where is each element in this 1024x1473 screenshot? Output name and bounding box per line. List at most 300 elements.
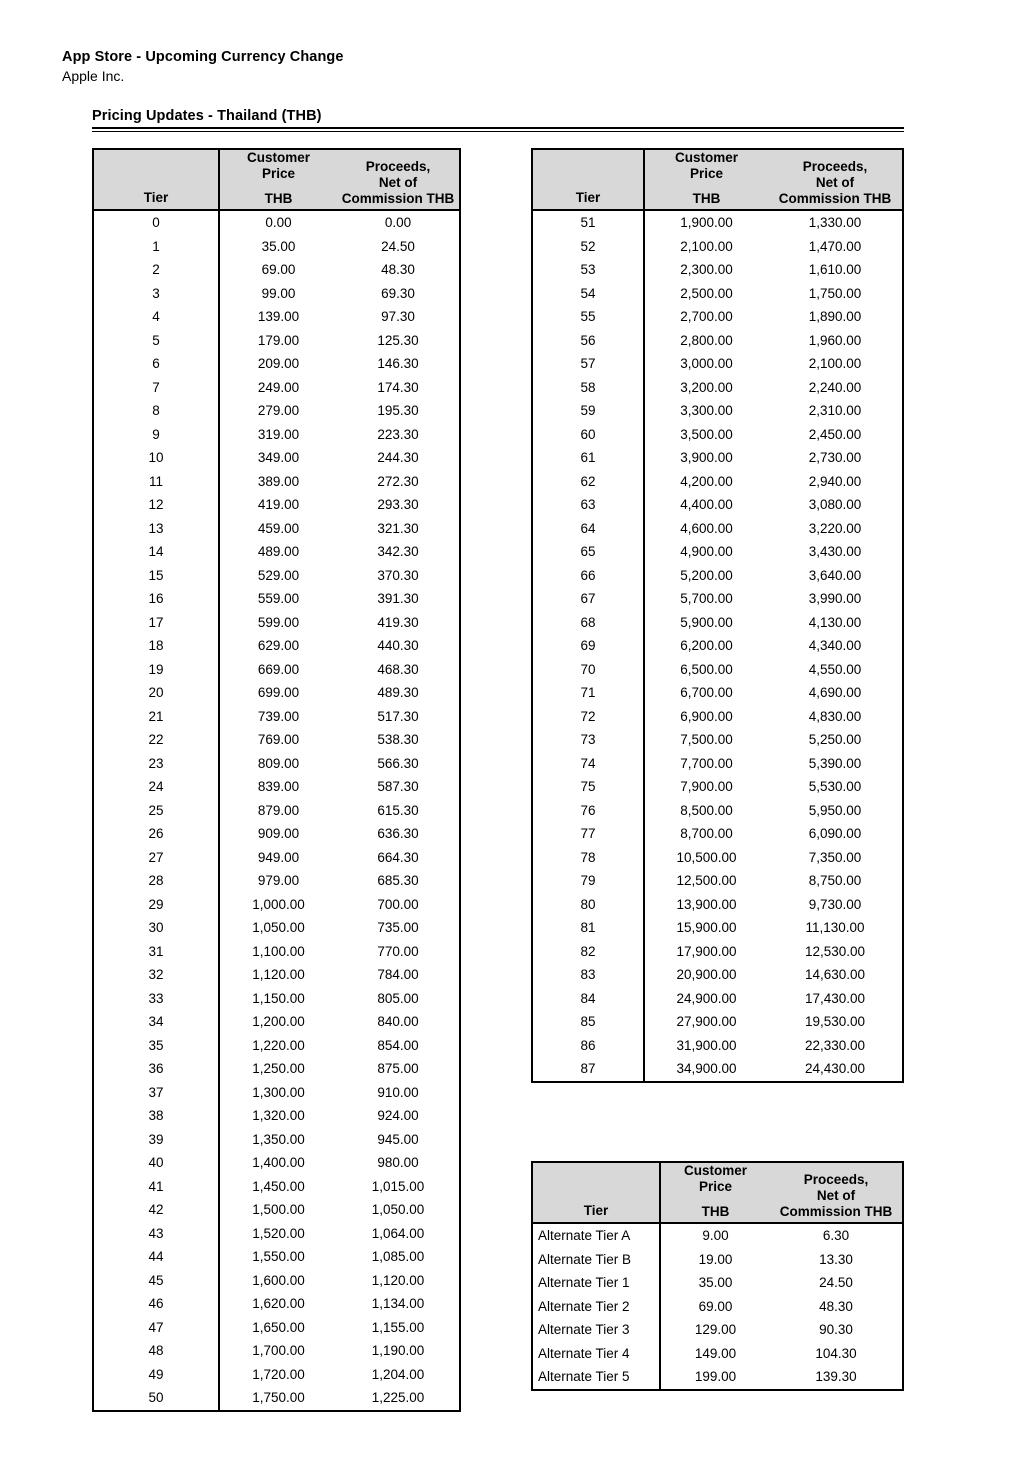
header-line-price: Price — [698, 1179, 733, 1194]
cell-proceeds-net-of-commission: 19,530.00 — [804, 1014, 866, 1029]
cell-customer-price: 19.00 — [698, 1251, 733, 1267]
cell-customer-price: 17,900.00 — [676, 943, 737, 959]
cell-tier: 13 — [93, 517, 219, 541]
cell-proceeds-net-of-commission: 735.00 — [377, 920, 419, 935]
table-row — [532, 564, 903, 588]
header-unit-thb: THB — [264, 191, 293, 206]
table-row — [93, 540, 460, 564]
table-row — [93, 705, 460, 729]
cell-tier: 47 — [93, 1316, 219, 1340]
cell-customer-price: 34,900.00 — [676, 1061, 737, 1076]
table-row — [93, 470, 460, 494]
cell-customer-price: 1,100.00 — [252, 943, 305, 959]
cell-proceeds-net-of-commission: 4,690.00 — [808, 685, 862, 700]
cell-tier: 86 — [532, 1034, 644, 1058]
table-row — [532, 1295, 903, 1319]
table-row — [93, 893, 460, 917]
cell-proceeds-net-of-commission: 517.30 — [377, 708, 419, 724]
cell-tier: 2 — [93, 258, 219, 282]
cell-customer-price: 1,220.00 — [252, 1037, 305, 1053]
column-header-tier: Tier — [532, 149, 644, 210]
cell-customer-price: 879.00 — [257, 802, 300, 818]
table-row — [93, 634, 460, 658]
cell-tier: 17 — [93, 611, 219, 635]
cell-proceeds-net-of-commission: 1,015.00 — [371, 1178, 425, 1194]
table-row — [93, 940, 460, 964]
table-row — [93, 1339, 460, 1363]
cell-tier: 87 — [532, 1057, 644, 1082]
cell-proceeds-net-of-commission: 2,240.00 — [808, 379, 862, 395]
section-title: Pricing Updates - Thailand (THB) — [92, 108, 322, 124]
cell-customer-price: 179.00 — [257, 332, 300, 348]
cell-tier: 60 — [532, 423, 644, 447]
cell-proceeds-net-of-commission: 1,610.00 — [808, 262, 862, 277]
cell-proceeds-net-of-commission: 468.30 — [377, 661, 419, 677]
cell-customer-price: 3,000.00 — [680, 356, 733, 371]
cell-proceeds-net-of-commission: 3,220.00 — [808, 520, 862, 536]
table-row — [532, 399, 903, 423]
cell-tier: 18 — [93, 634, 219, 658]
cell-tier: 7 — [93, 376, 219, 400]
cell-customer-price: 5,700.00 — [680, 591, 733, 606]
cell-customer-price: 69.00 — [698, 1298, 733, 1314]
cell-customer-price: 27,900.00 — [676, 1014, 737, 1029]
cell-customer-price: 1,250.00 — [252, 1061, 305, 1076]
table-row — [532, 587, 903, 611]
cell-customer-price: 459.00 — [257, 520, 300, 536]
table-row — [532, 305, 903, 329]
cell-customer-price: 15,900.00 — [676, 920, 737, 935]
cell-tier: 44 — [93, 1245, 219, 1269]
table-row — [532, 611, 903, 635]
table-body — [532, 1223, 903, 1390]
cell-tier: 38 — [93, 1104, 219, 1128]
cell-customer-price: 9.00 — [702, 1228, 729, 1243]
header-line-commission: Commission — [779, 1204, 861, 1219]
table-row — [532, 517, 903, 541]
cell-customer-price: 8,500.00 — [680, 802, 733, 818]
table-header-row — [93, 149, 460, 210]
table-row — [93, 282, 460, 306]
cell-tier: 10 — [93, 446, 219, 470]
cell-tier: Alternate Tier 4 — [532, 1342, 660, 1366]
cell-tier: 84 — [532, 987, 644, 1011]
table-row — [93, 1198, 460, 1222]
cell-proceeds-net-of-commission: 90.30 — [819, 1322, 853, 1337]
cell-tier: 35 — [93, 1034, 219, 1058]
cell-customer-price: 3,200.00 — [680, 379, 733, 395]
cell-customer-price: 12,500.00 — [676, 873, 737, 888]
cell-proceeds-net-of-commission: 5,390.00 — [808, 755, 862, 771]
cell-tier: 24 — [93, 775, 219, 799]
table-row — [93, 1010, 460, 1034]
cell-customer-price: 909.00 — [257, 826, 300, 841]
cell-customer-price: 1,500.00 — [252, 1202, 305, 1217]
cell-tier: Alternate Tier 5 — [532, 1365, 660, 1390]
page-title: App Store - Upcoming Currency Change — [62, 49, 344, 65]
table-row — [532, 658, 903, 682]
company-name: Apple Inc. — [62, 68, 125, 84]
cell-customer-price: 1,520.00 — [252, 1225, 305, 1241]
header-spacer — [645, 182, 768, 191]
header-spacer — [661, 1195, 770, 1204]
cell-proceeds-net-of-commission: 11,130.00 — [805, 920, 865, 935]
cell-tier: 41 — [93, 1175, 219, 1199]
header-line-netof: Net of — [378, 175, 418, 190]
cell-tier: 31 — [93, 940, 219, 964]
header-line-customer: Customer — [683, 1163, 747, 1178]
cell-proceeds-net-of-commission: 139.30 — [815, 1369, 857, 1384]
table-row — [532, 799, 903, 823]
cell-proceeds-net-of-commission: 440.30 — [377, 638, 419, 653]
cell-tier: 65 — [532, 540, 644, 564]
cell-proceeds-net-of-commission: 805.00 — [377, 990, 419, 1006]
header-unit-thb: THB — [864, 1204, 893, 1219]
cell-customer-price: 2,100.00 — [680, 238, 733, 254]
cell-proceeds-net-of-commission: 2,450.00 — [808, 426, 862, 442]
column-header-tier: Tier — [93, 149, 219, 210]
cell-proceeds-net-of-commission: 784.00 — [377, 967, 419, 982]
cell-customer-price: 1,720.00 — [252, 1366, 305, 1382]
column-header-customer-price — [644, 149, 768, 210]
cell-tier: 54 — [532, 282, 644, 306]
cell-proceeds-net-of-commission: 1,134.00 — [371, 1296, 425, 1311]
cell-customer-price: 1,150.00 — [252, 990, 305, 1006]
cell-tier: 67 — [532, 587, 644, 611]
cell-proceeds-net-of-commission: 24.50 — [381, 238, 415, 254]
table-row — [93, 1363, 460, 1387]
cell-customer-price: 389.00 — [257, 473, 300, 489]
cell-tier: 15 — [93, 564, 219, 588]
table-row — [93, 846, 460, 870]
cell-proceeds-net-of-commission: 910.00 — [377, 1084, 419, 1100]
cell-tier: Alternate Tier 1 — [532, 1271, 660, 1295]
cell-proceeds-net-of-commission: 342.30 — [377, 544, 419, 559]
cell-customer-price: 24,900.00 — [676, 990, 737, 1006]
table-row — [93, 1081, 460, 1105]
cell-customer-price: 3,300.00 — [680, 403, 733, 418]
table-row — [532, 681, 903, 705]
cell-proceeds-net-of-commission: 1,960.00 — [808, 332, 862, 348]
cell-proceeds-net-of-commission: 3,640.00 — [808, 567, 862, 583]
cell-proceeds-net-of-commission: 980.00 — [377, 1155, 419, 1170]
cell-customer-price: 6,500.00 — [680, 661, 733, 677]
table-row — [532, 235, 903, 259]
cell-tier: 32 — [93, 963, 219, 987]
table-row — [532, 1010, 903, 1034]
table-row — [532, 987, 903, 1011]
cell-proceeds-net-of-commission: 3,430.00 — [808, 544, 862, 559]
cell-customer-price: 6,700.00 — [680, 685, 733, 700]
cell-customer-price: 1,350.00 — [252, 1131, 305, 1147]
cell-proceeds-net-of-commission: 3,080.00 — [808, 497, 862, 512]
cell-tier: 82 — [532, 940, 644, 964]
cell-customer-price: 1,600.00 — [252, 1272, 305, 1288]
column-header-proceeds-net-of-commission — [768, 149, 903, 210]
cell-tier: 52 — [532, 235, 644, 259]
table-row — [532, 916, 903, 940]
cell-customer-price: 7,500.00 — [680, 732, 733, 747]
cell-tier: 26 — [93, 822, 219, 846]
cell-customer-price: 5,200.00 — [680, 567, 733, 583]
column-header-tier: Tier — [532, 1162, 660, 1223]
header-spacer — [220, 182, 337, 191]
cell-tier: 5 — [93, 329, 219, 353]
cell-proceeds-net-of-commission: 14,630.00 — [804, 967, 866, 982]
cell-tier: 36 — [93, 1057, 219, 1081]
table-row — [93, 423, 460, 447]
cell-customer-price: 1,400.00 — [252, 1155, 305, 1170]
cell-tier: 30 — [93, 916, 219, 940]
cell-customer-price: 10,500.00 — [676, 849, 737, 865]
cell-tier: 76 — [532, 799, 644, 823]
cell-proceeds-net-of-commission: 1,890.00 — [808, 309, 862, 324]
cell-proceeds-net-of-commission: 24,430.00 — [804, 1061, 866, 1076]
header-line-price: Price — [261, 166, 296, 181]
table-row — [93, 305, 460, 329]
cell-proceeds-net-of-commission: 4,550.00 — [808, 661, 862, 677]
cell-customer-price: 809.00 — [257, 755, 300, 771]
table-row — [93, 376, 460, 400]
cell-tier: 69 — [532, 634, 644, 658]
cell-customer-price: 599.00 — [257, 614, 300, 630]
cell-tier: 11 — [93, 470, 219, 494]
cell-customer-price: 2,700.00 — [680, 309, 733, 324]
cell-customer-price: 99.00 — [261, 285, 296, 301]
cell-customer-price: 839.00 — [257, 779, 300, 794]
table-row — [93, 1386, 460, 1411]
document-header — [62, 48, 344, 85]
cell-proceeds-net-of-commission: 587.30 — [377, 779, 419, 794]
cell-customer-price: 1,120.00 — [252, 967, 305, 982]
cell-proceeds-net-of-commission: 195.30 — [377, 403, 419, 418]
table-row — [532, 1034, 903, 1058]
header-line-netof: Net of — [815, 175, 855, 190]
cell-tier: 12 — [93, 493, 219, 517]
cell-proceeds-net-of-commission: 3,990.00 — [808, 591, 862, 606]
cell-proceeds-net-of-commission: 272.30 — [377, 473, 419, 489]
cell-proceeds-net-of-commission: 1,155.00 — [371, 1319, 425, 1335]
table-row — [93, 1245, 460, 1269]
cell-proceeds-net-of-commission: 1,750.00 — [808, 285, 862, 301]
cell-tier: 66 — [532, 564, 644, 588]
cell-proceeds-net-of-commission: 1,190.00 — [371, 1343, 425, 1358]
cell-proceeds-net-of-commission: 1,330.00 — [808, 215, 862, 230]
cell-tier: 64 — [532, 517, 644, 541]
table-row — [532, 1271, 903, 1295]
cell-proceeds-net-of-commission: 4,340.00 — [808, 638, 862, 653]
cell-customer-price: 13,900.00 — [676, 896, 737, 912]
table-row — [93, 799, 460, 823]
cell-proceeds-net-of-commission: 321.30 — [377, 520, 419, 536]
table-row — [93, 822, 460, 846]
cell-tier: 45 — [93, 1269, 219, 1293]
table-row — [93, 1292, 460, 1316]
cell-customer-price: 319.00 — [257, 426, 300, 442]
cell-tier: 39 — [93, 1128, 219, 1152]
cell-tier: 62 — [532, 470, 644, 494]
table-row — [532, 846, 903, 870]
cell-proceeds-net-of-commission: 48.30 — [381, 262, 415, 277]
cell-tier: Alternate Tier 2 — [532, 1295, 660, 1319]
cell-proceeds-net-of-commission: 854.00 — [377, 1037, 419, 1053]
cell-customer-price: 69.00 — [261, 262, 296, 277]
table-row — [532, 1318, 903, 1342]
cell-customer-price: 8,700.00 — [680, 826, 733, 841]
cell-customer-price: 249.00 — [257, 379, 300, 395]
table-row — [532, 1248, 903, 1272]
cell-tier: 63 — [532, 493, 644, 517]
cell-tier: 42 — [93, 1198, 219, 1222]
cell-customer-price: 3,500.00 — [680, 426, 733, 442]
table-header-row — [532, 1162, 903, 1223]
cell-customer-price: 1,450.00 — [252, 1178, 305, 1194]
cell-proceeds-net-of-commission: 0.00 — [384, 215, 412, 230]
cell-customer-price: 1,550.00 — [252, 1249, 305, 1264]
cell-tier: Alternate Tier A — [532, 1223, 660, 1248]
cell-tier: 0 — [93, 210, 219, 235]
cell-tier: 6 — [93, 352, 219, 376]
cell-proceeds-net-of-commission: 244.30 — [377, 450, 419, 465]
cell-proceeds-net-of-commission: 8,750.00 — [808, 873, 862, 888]
cell-tier: 9 — [93, 423, 219, 447]
cell-proceeds-net-of-commission: 6,090.00 — [808, 826, 862, 841]
cell-tier: 46 — [93, 1292, 219, 1316]
table-row — [93, 1104, 460, 1128]
table-row — [93, 681, 460, 705]
cell-customer-price: 1,750.00 — [252, 1390, 305, 1405]
table-row — [532, 423, 903, 447]
cell-customer-price: 35.00 — [261, 238, 296, 254]
table-row — [93, 235, 460, 259]
cell-tier: 33 — [93, 987, 219, 1011]
cell-proceeds-net-of-commission: 2,310.00 — [808, 403, 862, 418]
table-row — [532, 822, 903, 846]
header-line-netof: Net of — [816, 1188, 856, 1203]
pricing-table-alternate-tiers — [531, 1161, 904, 1391]
table-row — [93, 493, 460, 517]
cell-customer-price: 2,800.00 — [680, 332, 733, 348]
cell-tier: 28 — [93, 869, 219, 893]
cell-customer-price: 6,200.00 — [680, 638, 733, 653]
cell-customer-price: 2,300.00 — [680, 262, 733, 277]
table-row — [532, 893, 903, 917]
cell-customer-price: 5,900.00 — [680, 614, 733, 630]
table-row — [93, 329, 460, 353]
cell-proceeds-net-of-commission: 97.30 — [381, 309, 415, 324]
cell-customer-price: 1,000.00 — [252, 896, 305, 912]
cell-tier: 1 — [93, 235, 219, 259]
cell-proceeds-net-of-commission: 1,120.00 — [371, 1272, 425, 1288]
table-row — [532, 540, 903, 564]
cell-proceeds-net-of-commission: 664.30 — [377, 849, 419, 865]
cell-proceeds-net-of-commission: 9,730.00 — [808, 896, 862, 912]
cell-tier: 16 — [93, 587, 219, 611]
cell-tier: 80 — [532, 893, 644, 917]
table-row — [93, 1316, 460, 1340]
cell-customer-price: 1,700.00 — [252, 1343, 305, 1358]
cell-customer-price: 209.00 — [257, 356, 300, 371]
table-row — [93, 1057, 460, 1081]
cell-proceeds-net-of-commission: 1,050.00 — [371, 1202, 425, 1217]
cell-proceeds-net-of-commission: 2,940.00 — [808, 473, 862, 489]
cell-customer-price: 31,900.00 — [676, 1037, 737, 1053]
cell-proceeds-net-of-commission: 636.30 — [377, 826, 419, 841]
cell-proceeds-net-of-commission: 22,330.00 — [804, 1037, 866, 1053]
cell-proceeds-net-of-commission: 5,530.00 — [808, 779, 862, 794]
table-row — [93, 916, 460, 940]
table-row — [532, 470, 903, 494]
cell-customer-price: 1,320.00 — [252, 1108, 305, 1123]
cell-proceeds-net-of-commission: 566.30 — [377, 755, 419, 771]
table-row — [93, 1151, 460, 1175]
cell-proceeds-net-of-commission: 223.30 — [377, 426, 419, 442]
table-row — [532, 1223, 903, 1248]
cell-tier: 71 — [532, 681, 644, 705]
column-header-customer-price — [219, 149, 337, 210]
table-header-row — [532, 149, 903, 210]
cell-tier: 61 — [532, 446, 644, 470]
cell-proceeds-net-of-commission: 391.30 — [377, 591, 419, 606]
cell-proceeds-net-of-commission: 419.30 — [377, 614, 419, 630]
table-row — [93, 258, 460, 282]
cell-proceeds-net-of-commission: 489.30 — [377, 685, 419, 700]
table-row — [93, 446, 460, 470]
cell-customer-price: 4,600.00 — [680, 520, 733, 536]
cell-customer-price: 129.00 — [694, 1322, 737, 1337]
cell-proceeds-net-of-commission: 24.50 — [819, 1275, 853, 1290]
cell-proceeds-net-of-commission: 125.30 — [377, 332, 419, 348]
cell-tier: 78 — [532, 846, 644, 870]
cell-proceeds-net-of-commission: 5,950.00 — [808, 802, 862, 818]
header-line-proceeds: Proceeds, — [802, 159, 868, 174]
cell-proceeds-net-of-commission: 17,430.00 — [804, 990, 866, 1006]
cell-proceeds-net-of-commission: 924.00 — [377, 1108, 419, 1123]
table-row — [532, 963, 903, 987]
cell-proceeds-net-of-commission: 7,350.00 — [808, 849, 862, 865]
cell-tier: 56 — [532, 329, 644, 353]
cell-tier: 22 — [93, 728, 219, 752]
cell-customer-price: 949.00 — [257, 849, 300, 865]
cell-tier: 55 — [532, 305, 644, 329]
cell-tier: 75 — [532, 775, 644, 799]
cell-tier: 81 — [532, 916, 644, 940]
header-unit-thb: THB — [426, 191, 455, 206]
cell-customer-price: 3,900.00 — [680, 450, 733, 465]
cell-tier: 8 — [93, 399, 219, 423]
header-unit-thb: THB — [692, 191, 721, 206]
table-row — [93, 775, 460, 799]
cell-customer-price: 699.00 — [257, 685, 300, 700]
cell-tier: 40 — [93, 1151, 219, 1175]
cell-customer-price: 4,400.00 — [680, 497, 733, 512]
cell-tier: 19 — [93, 658, 219, 682]
table-row — [93, 611, 460, 635]
cell-customer-price: 4,200.00 — [680, 473, 733, 489]
cell-proceeds-net-of-commission: 1,470.00 — [808, 238, 862, 254]
cell-customer-price: 769.00 — [257, 732, 300, 747]
section-divider-thick — [92, 127, 904, 129]
cell-tier: 58 — [532, 376, 644, 400]
cell-proceeds-net-of-commission: 174.30 — [377, 379, 419, 395]
cell-proceeds-net-of-commission: 615.30 — [377, 802, 419, 818]
column-header-customer-price — [660, 1162, 770, 1223]
cell-tier: 70 — [532, 658, 644, 682]
cell-customer-price: 1,300.00 — [252, 1084, 305, 1100]
cell-customer-price: 139.00 — [257, 309, 300, 324]
cell-proceeds-net-of-commission: 4,130.00 — [808, 614, 862, 630]
cell-customer-price: 1,620.00 — [252, 1296, 305, 1311]
